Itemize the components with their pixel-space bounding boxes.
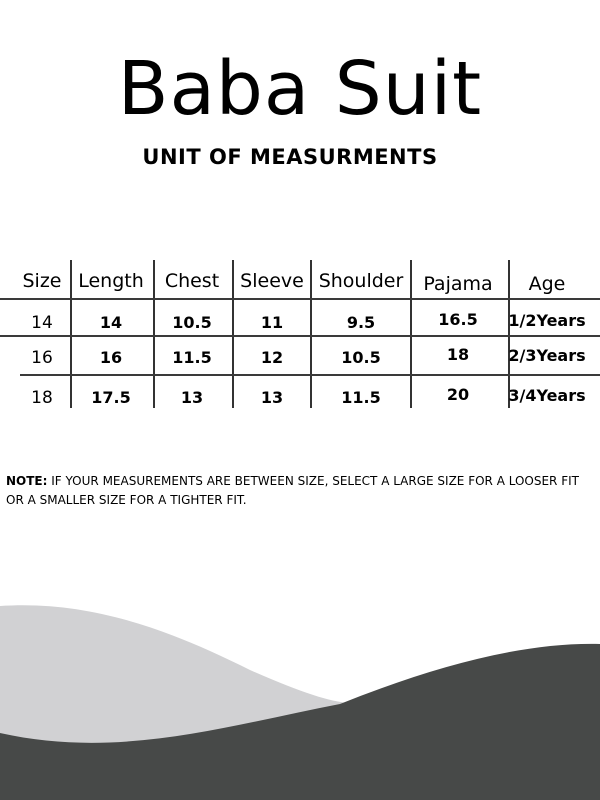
note-text: IF YOUR MEASUREMENTS ARE BETWEEN SIZE, SELECT A LARGE SIZE FOR A LOOSER FIT OR A SMALLER SIZE FOR A TIGHTER FIT. — [6, 474, 579, 507]
table-cell: 11 — [260, 313, 284, 332]
table-cell: 18 — [31, 388, 53, 408]
table-cell: 1/2Years — [508, 311, 586, 330]
table-cell: 16 — [99, 348, 123, 367]
table-row-divider — [0, 335, 600, 337]
table-cell: 11.5 — [341, 388, 381, 407]
table-cell: 9.5 — [346, 313, 376, 332]
table-cell: 20 — [446, 385, 470, 404]
table-header-cell: Shoulder — [318, 270, 404, 292]
page-subtitle: UNIT OF MEASURMENTS — [142, 145, 438, 169]
fit-note — [6, 472, 596, 510]
table-cell: 13 — [260, 388, 284, 407]
table-cell: 17.5 — [91, 388, 131, 407]
table-header-cell: Size — [22, 270, 62, 292]
table-cell: 14 — [31, 313, 53, 333]
table-header-cell: Age — [528, 273, 566, 295]
table-header-cell: Length — [78, 270, 144, 292]
page-title: Baba Suit — [117, 46, 483, 132]
table-cell: 12 — [260, 348, 284, 367]
table-cell: 2/3Years — [508, 346, 586, 365]
table-header-cell: Pajama — [423, 273, 493, 295]
note-label: NOTE: — [6, 474, 48, 488]
table-cell: 16.5 — [438, 310, 478, 329]
table-cell: 13 — [180, 388, 204, 407]
table-cell: 3/4Years — [508, 386, 586, 405]
table-header-cell: Sleeve — [240, 270, 304, 292]
table-cell: 11.5 — [172, 348, 212, 367]
table-cell: 10.5 — [341, 348, 381, 367]
table-cell: 10.5 — [172, 313, 212, 332]
table-row-divider — [0, 298, 600, 300]
table-header-cell: Chest — [164, 270, 220, 292]
size-chart-table — [0, 260, 600, 410]
table-cell: 14 — [99, 313, 123, 332]
decorative-waves — [0, 600, 600, 800]
table-row-divider — [20, 374, 600, 376]
table-cell: 16 — [31, 348, 53, 368]
table-cell: 18 — [446, 345, 470, 364]
